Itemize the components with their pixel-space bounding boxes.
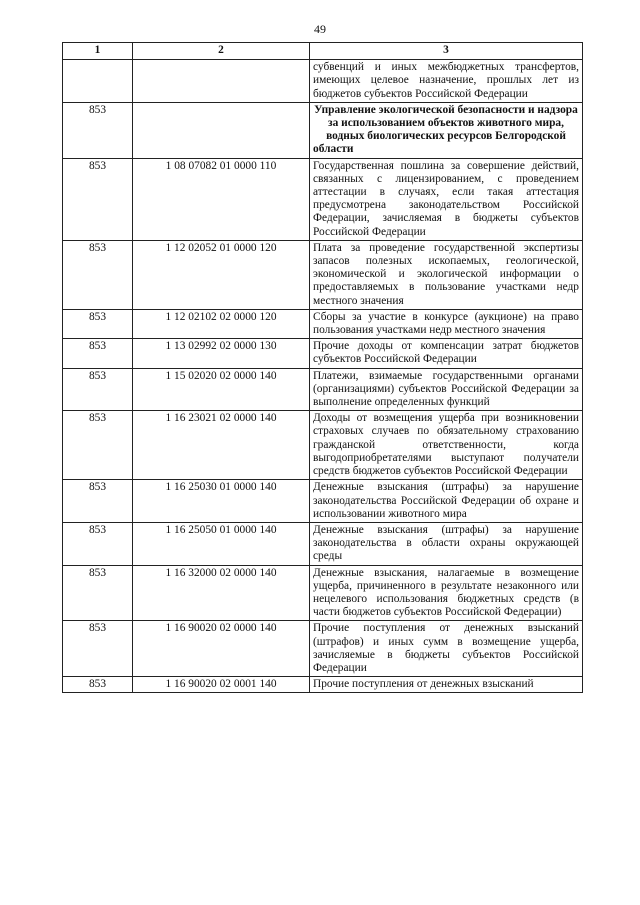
budget-classification-code-cell [133,102,310,158]
table-row [63,368,583,411]
revenue-name-cell: Прочие поступления от денежных взысканий [310,677,583,693]
table-row [63,339,583,368]
revenue-name-cell: Денежные взыскания (штрафы) за нарушение законодательства Российской Федерации об охране и использовании животного мира [310,480,583,523]
revenue-name-cell: Плата за проведение государственной экспертизы запасов полезных ископаемых, геологической, экономической и экологической информации о предоставляемых в пользование участками недр местного значения [310,240,583,309]
admin-code-cell: 853 [63,522,133,565]
revenue-name-cell: Денежные взыскания (штрафы) за нарушение законодательства в области охраны окружающей среды [310,522,583,565]
revenue-name-cell: субвенций и иных межбюджетных трансфертов, имеющих целевое назначение, прошлых лет из бюджетов субъектов Российской Федерации [310,60,583,103]
admin-code-cell: 853 [63,621,133,677]
revenue-codes-table [62,42,583,693]
budget-classification-code-cell: 1 16 25030 01 0000 140 [133,480,310,523]
budget-classification-code-cell: 1 16 90020 02 0001 140 [133,677,310,693]
budget-classification-code-cell: 1 13 02992 02 0000 130 [133,339,310,368]
table-row [63,677,583,693]
table-row [63,158,583,240]
admin-code-cell: 853 [63,339,133,368]
budget-classification-code-cell: 1 16 23021 02 0000 140 [133,411,310,480]
revenue-name-cell: Сборы за участие в конкурсе (аукционе) на право пользования участками недр местного значения [310,309,583,338]
column-header-2: 2 [133,43,310,60]
revenue-name-cell: Доходы от возмещения ущерба при возникновении страховых случаев по обязательному страхованию гражданской ответственности, когда выгодоприобретателями выступают получатели средств бюджетов субъектов Российской Федерации [310,411,583,480]
admin-code-cell: 853 [63,411,133,480]
budget-classification-code-cell: 1 12 02102 02 0000 120 [133,309,310,338]
budget-classification-code-cell: 1 12 02052 01 0000 120 [133,240,310,309]
table-row [63,522,583,565]
admin-code-cell: 853 [63,480,133,523]
table-row [63,565,583,621]
table-row [63,621,583,677]
admin-code-cell: 853 [63,158,133,240]
admin-code-cell: 853 [63,240,133,309]
column-header-3: 3 [310,43,583,60]
budget-classification-code-cell: 1 16 25050 01 0000 140 [133,522,310,565]
table-row [63,309,583,338]
budget-classification-code-cell: 1 16 90020 02 0000 140 [133,621,310,677]
revenue-name-cell: Прочие поступления от денежных взысканий (штрафов) и иных сумм в возмещение ущерба, зачисляемые в бюджеты субъектов Российской Федерации [310,621,583,677]
table-row [63,102,583,158]
admin-code-cell [63,60,133,103]
budget-classification-code-cell [133,60,310,103]
revenue-name-cell: Прочие доходы от компенсации затрат бюджетов субъектов Российской Федерации [310,339,583,368]
revenue-name-cell: Платежи, взимаемые государственными органами (организациями) субъектов Российской Федерации за выполнение определенных функций [310,368,583,411]
admin-code-cell: 853 [63,565,133,621]
admin-code-cell: 853 [63,677,133,693]
table-row [63,480,583,523]
agency-name-cell: Управление экологической безопасности и надзора за использованием объектов животного мира, водных биологических ресурсов Белгородской области [310,102,583,158]
admin-code-cell: 853 [63,368,133,411]
table-row [63,411,583,480]
budget-classification-code-cell: 1 15 02020 02 0000 140 [133,368,310,411]
table-header-row [63,43,583,60]
admin-code-cell: 853 [63,102,133,158]
revenue-name-cell: Государственная пошлина за совершение действий, связанных с лицензированием, с проведением аттестации в случаях, если такая аттестация предусмотрена законодательством Российской Федерации, зачисляемая в бюджеты субъектов Российской Федерации [310,158,583,240]
revenue-name-cell: Денежные взыскания, налагаемые в возмещение ущерба, причиненного в результате незаконного или нецелевого использования бюджетных средств (в части бюджетов субъектов Российской Федерации) [310,565,583,621]
table-row [63,240,583,309]
admin-code-cell: 853 [63,309,133,338]
table-row [63,60,583,103]
budget-classification-code-cell: 1 16 32000 02 0000 140 [133,565,310,621]
budget-classification-code-cell: 1 08 07082 01 0000 110 [133,158,310,240]
page-number: 49 [314,22,326,36]
column-header-1: 1 [63,43,133,60]
